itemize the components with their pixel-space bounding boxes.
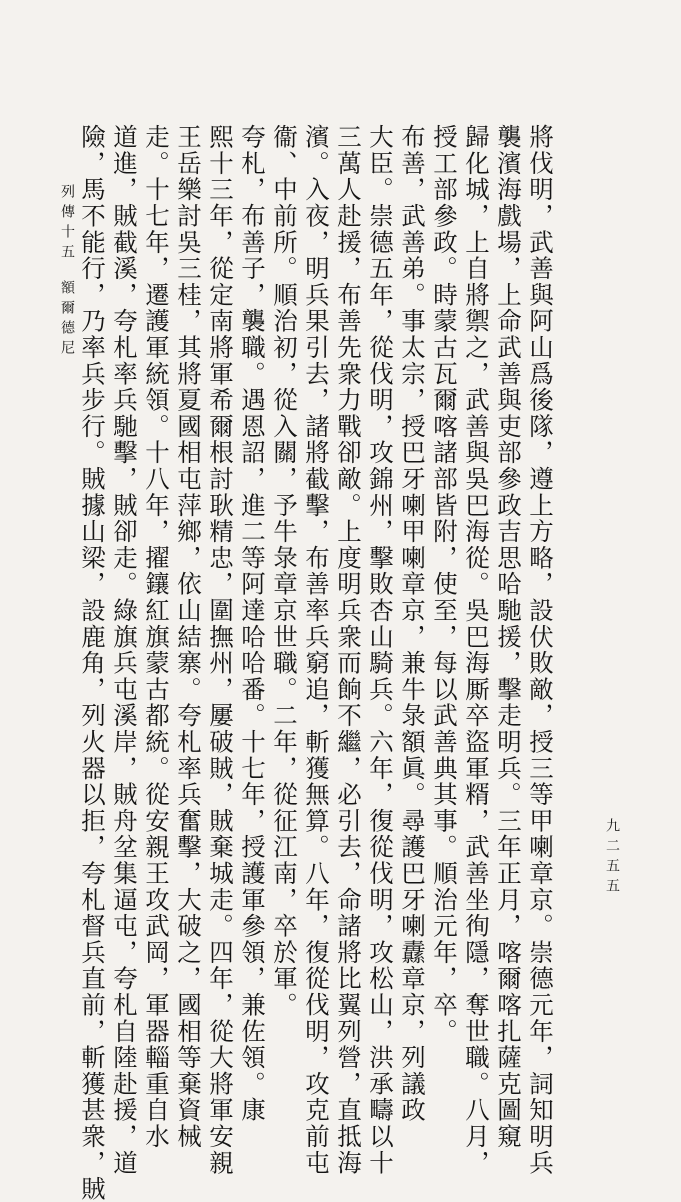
text-column-8: 濱。入夜，明兵果引去，諸將截擊，布善率兵窮追，斬獲無算。八年，復從伐明，攻克前屯: [302, 124, 331, 1176]
text-column-2: 襲濱海戲場，上命武善與吏部參政吉思哈馳援，擊走明兵。三年正月，喀爾喀扎薩克圖窺: [494, 124, 523, 1150]
text-column-3: 歸化城，上自將禦之，武善與吳巴海從。吳巴海厮卒盜軍糈，武善坐徇隱，奪世職。八月，: [462, 124, 491, 1176]
text-column-14: 道進，賊截溪，夸札率兵馳擊，賊卻走。綠旗兵屯溪岸，賊舟坌集逼屯，夸札自陸赴援，道: [110, 124, 139, 1176]
text-column-12: 王岳樂討吳三桂，其將夏國相屯萍鄉，依山結寨。夸札率兵奮擊，大破之，國相等棄資械: [174, 124, 203, 1150]
text-column-11: 熙十三年，從定南將軍希爾根討耿精忠，圍撫州，屢破賊，賊棄城走。四年，從大將軍安親: [206, 124, 235, 1176]
text-column-15: 險，馬不能行，乃率兵步行。賊據山梁，設鹿角，列火器以拒，夸札督兵直前，斬獲甚衆，賊: [78, 124, 107, 1202]
text-column-9: 衞、中前所。順治初，從入關，予牛彔章京世職。二年，從征江南，卒於軍。: [270, 124, 299, 1019]
running-head-title: 額爾德尼: [59, 280, 75, 360]
text-column-13: 走。十七年，遷護軍統領。十八年，擢鑲紅旗蒙古都統。從安親王攻武岡，軍器輜重自水: [142, 124, 171, 1150]
text-column-4: 授工部參政。時蒙古瓦爾喀諸部皆附，使至，每以武善典其事。順治元年，卒。: [430, 124, 459, 1045]
text-column-10: 夸札，布善子，襲職。遇恩詔，進二等阿達哈哈番。十七年，授護軍參領，兼佐領。康: [238, 124, 267, 1124]
text-column-6: 大臣。崇德五年，從伐明，攻錦州，擊敗杏山騎兵。六年，復從伐明，攻松山，洪承疇以十: [366, 124, 395, 1176]
text-column-1: 將伐明，武善與阿山爲後隊，遵上方略，設伏敗敵，授三等甲喇章京。崇德元年，詞知明兵: [526, 124, 555, 1176]
running-head-section: 列傳十五: [59, 184, 75, 264]
page-number: 九二五五: [604, 818, 620, 898]
text-column-7: 三萬人赴援，布善先衆力戰卻敵。上度明兵衆而餉不繼，必引去，命諸將比翼列營，直抵海: [334, 124, 363, 1176]
text-column-5: 布善，武善弟。事太宗，授巴牙喇甲喇章京，兼牛彔額眞。尋護巴牙喇纛章京，列議政: [398, 124, 427, 1124]
